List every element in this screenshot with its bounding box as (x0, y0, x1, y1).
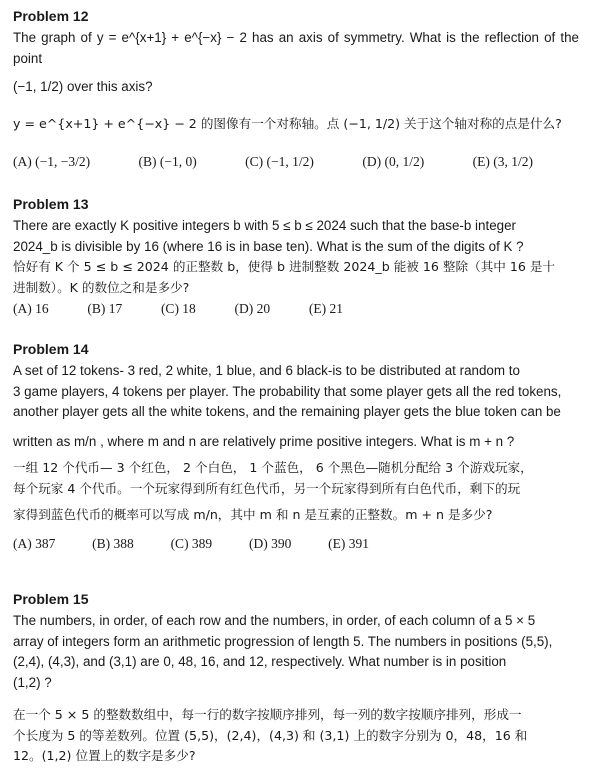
problem-13 (13, 196, 579, 317)
choice-e: (E) (3, 1/2) (472, 154, 533, 169)
problem-14-chinese-line-3: 家得到蓝色代币的概率可以写成 m/n，其中 m 和 n 是互素的正整数。m + n 是多少? (13, 507, 493, 522)
problem-13-chinese-line-1: 恰好有 K 个 5 ≤ b ≤ 2024 的正整数 b，使得 b 进制整数 2024_b 能被 16 整除（其中 16 是十 (13, 259, 556, 274)
problem-12-title: Problem 12 (13, 8, 89, 24)
problem-14-chinese-line-1: 一组 12 个代币— 3 个红色， 2 个白色， 1 个蓝色， 6 个黑色—随机分配给 3 个游戏玩家， (13, 460, 533, 475)
choice-c: (C) 389 (170, 535, 213, 551)
problem-15-english-line-3: (2,4), (4,3), and (3,1) are 0, 48, 16, and 12, respectively. What number is in position (13, 654, 507, 669)
choice-a: (A) 16 (13, 301, 49, 316)
choice-b: (B) (−1, 0) (138, 154, 197, 169)
problem-15 (13, 591, 579, 767)
problem-13-choices (13, 301, 343, 317)
problem-15-chinese-line-2: 个长度为 5 的等差数列。位置 (5,5)，(2,4)，(4,3) 和 (3,1) 上的数字分别为 0，48，16 和 (13, 727, 528, 743)
choice-a: (A) (−1, −3/2) (13, 154, 91, 169)
choice-a: (A) 387 (13, 535, 56, 551)
problem-14-chinese-line-2: 每个玩家 4 个代币。一个玩家得到所有红色代币，另一个玩家得到所有白色代币，剩下的玩 (13, 480, 521, 496)
choice-c: (C) (−1, 1/2) (245, 154, 314, 169)
problem-14 (13, 341, 579, 552)
problem-15-title: Problem 15 (13, 591, 89, 607)
problem-13-english-line-2: 2024_b is divisible by 16 (where 16 is in base ten). What is the sum of the digits of K ? (13, 238, 524, 254)
choice-b: (B) 17 (87, 301, 123, 316)
choice-e: (E) 391 (328, 535, 369, 551)
problem-13-english-line-1: There are exactly K positive integers b with 5 ≤ b ≤ 2024 such that the base-b integer (13, 218, 516, 233)
problem-12-english-line-1: The graph of y = e^{x+1} + e^{−x} − 2 has an axis of symmetry. What is the reflection of the point (13, 30, 579, 66)
problem-12-choices (13, 154, 533, 170)
choice-d: (D) 390 (248, 535, 292, 551)
problem-14-english-line-4: written as m/n , where m and n are relatively prime positive integers. What is m + n ? (13, 433, 515, 449)
choice-e: (E) 21 (308, 301, 343, 316)
problem-12 (13, 8, 579, 170)
choice-d: (D) (0, 1/2) (362, 154, 425, 169)
problem-12-english-line-2: (−1, 1/2) over this axis? (13, 79, 153, 94)
choice-d: (D) 20 (234, 301, 271, 316)
problem-14-english-line-1: A set of 12 tokens- 3 red, 2 white, 1 blue, and 6 black-is to be distributed at random to (13, 363, 520, 378)
choice-b: (B) 388 (92, 535, 134, 551)
problem-15-english-line-1: The numbers, in order, of each row and the numbers, in order, of each column of a 5 × 5 (13, 613, 536, 628)
problem-14-english-line-3: another player gets all the white tokens, and the remaining player gets the blue token can be (13, 404, 561, 419)
problem-12-chinese-text: y = e^{x+1} + e^{−x} − 2 的图像有一个对称轴。点 (−1, 1/2) 关于这个轴对称的点是什么? (13, 115, 562, 131)
problem-15-english-line-2: array of integers form an arithmetic progression of length 5. The numbers in positions (5,5), (13, 633, 553, 649)
problem-15-chinese-line-1: 在一个 5 × 5 的整数数组中，每一行的数字按顺序排列，每一列的数字按顺序排列，形成一 (13, 707, 522, 722)
problem-15-chinese-line-3: 12。(1,2) 位置上的数字是多少? (13, 748, 196, 763)
problem-14-title: Problem 14 (13, 341, 89, 357)
problem-15-english-line-4: (1,2) ? (13, 674, 52, 690)
problem-13-title: Problem 13 (13, 196, 89, 212)
problem-14-choices (13, 536, 369, 552)
problem-14-english-line-2: 3 game players, 4 tokens per player. The probability that some player gets all the red tokens, (13, 383, 562, 399)
choice-c: (C) 18 (160, 301, 196, 316)
problem-13-chinese-line-2: 进制数）。K 的数位之和是多少? (13, 279, 190, 295)
